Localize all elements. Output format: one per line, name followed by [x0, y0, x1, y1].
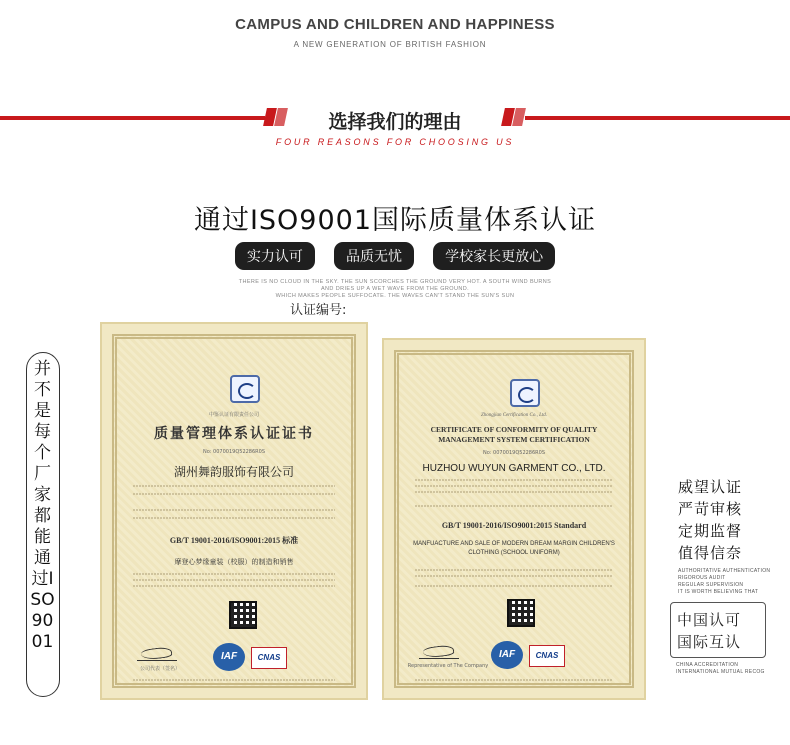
cert-logo-icon — [510, 379, 540, 407]
brand-title: CAMPUS AND CHILDREN AND HAPPINESS — [235, 16, 555, 33]
pill-quality: 品质无忧 — [334, 242, 414, 270]
accreditation-box — [670, 602, 766, 658]
trust-line: 严苛审核 — [678, 500, 743, 518]
cert-logo-icon — [230, 375, 260, 403]
trust-line: 值得信奈 — [678, 544, 743, 562]
trust-tiny-line: AUTHORITATIVE AUTHENTICATION — [678, 568, 771, 574]
cert-en-title-2: MANAGEMENT SYSTEM CERTIFICATION — [438, 435, 590, 444]
text-line — [133, 573, 335, 575]
cert-en-scope-1: MANFUACTURE AND SALE OF MODERN DREAM MARGIN CHILDREN'S — [413, 541, 615, 547]
pill-strength: 实力认可 — [235, 242, 315, 270]
section-heading — [0, 104, 790, 164]
text-line — [133, 585, 335, 587]
certificate-chinese — [100, 322, 368, 700]
trust-tiny-line: IT IS WORTH BELIEVING THAT — [678, 589, 759, 595]
feature-pills — [0, 242, 790, 270]
cert-cn-scope: 摩登心梦缘童装（校服）的制造和销售 — [174, 558, 294, 566]
section-title: 选择我们的理由 — [328, 111, 462, 133]
certificate-border — [394, 350, 634, 688]
certification-heading: 通过ISO9001国际质量体系认证 — [193, 205, 597, 236]
left-vertical-text: 并不是每个厂家都能通过ISO9001 — [30, 359, 55, 652]
iaf-logo-icon: IAF — [213, 643, 245, 671]
text-line — [415, 585, 613, 587]
certificate-english — [382, 338, 646, 700]
cert-number-label: 认证编号: — [290, 303, 347, 318]
text-line — [415, 679, 613, 681]
qr-code-icon — [229, 601, 257, 629]
cert-cn-number: No: 0070019Q52286R0S — [202, 449, 265, 455]
cert-cn-signatory: 公司代表（签名） — [139, 666, 180, 672]
qr-code-icon — [507, 599, 535, 627]
text-line — [415, 505, 613, 507]
trust-fine-print — [678, 568, 770, 596]
trust-tiny-line: REGULAR SUPERVISION — [678, 582, 744, 588]
trust-line: 定期监督 — [678, 522, 743, 540]
brand-subtitle: A NEW GENERATION OF BRITISH FASHION — [293, 40, 487, 49]
brand-header — [0, 16, 790, 49]
accreditation-line: 中国认可 — [677, 611, 742, 629]
cert-cn-company: 湖州舞韵服饰有限公司 — [173, 465, 294, 479]
text-line — [133, 579, 335, 581]
fine-print-line: WHICH MAKES PEOPLE SUFFOCATE. THE WAVES CAN'T STAND THE SUN'S SUN — [275, 293, 515, 299]
text-line — [415, 479, 613, 481]
cnas-logo-icon: CNAS — [529, 645, 565, 667]
trust-line: 威望认证 — [678, 478, 743, 496]
text-line — [133, 517, 335, 519]
cnas-logo-icon: CNAS — [251, 647, 287, 669]
cert-en-company: HUZHOU WUYUN GARMENT CO., LTD. — [422, 463, 606, 474]
text-line — [415, 485, 613, 487]
left-vertical-badge — [26, 352, 60, 697]
cert-cn-standard: GB/T 19001-2016/ISO9001:2015 标准 — [169, 536, 299, 545]
accreditation-fine-print: CHINA ACCREDITATION INTERNATIONAL MUTUAL RECOG — [676, 662, 765, 675]
iaf-logo-icon: IAF — [491, 641, 523, 669]
text-line — [133, 485, 335, 487]
fine-print-line: THERE IS NO CLOUD IN THE SKY. THE SUN SCORCHES THE GROUND VERY HOT. A SOUTH WIND BURNS — [238, 279, 552, 285]
signature-icon — [419, 643, 459, 659]
certificate-border — [112, 334, 356, 688]
section-subtitle: FOUR REASONS FOR CHOOSING US — [275, 137, 515, 147]
cert-en-title-1: CERTIFICATE OF CONFORMITY OF QUALITY — [430, 425, 598, 434]
text-line — [415, 491, 613, 493]
trust-tiny-line: RIGOROUS AUDIT — [678, 575, 726, 581]
cert-en-signatory: Representative of The Company — [407, 663, 489, 669]
pill-parents: 学校家长更放心 — [433, 242, 555, 270]
cert-cn-title: 质量管理体系认证证书 — [154, 426, 314, 442]
cert-en-standard: GB/T 19001-2016/ISO9001:2015 Standard — [441, 521, 587, 530]
cert-en-number: No: 0070019Q52286R0S — [482, 450, 545, 456]
text-line — [133, 679, 335, 681]
cert-en-org: Zhongjian Certification Co., Ltd. — [480, 413, 548, 418]
text-line — [415, 575, 613, 577]
accreditation-line: 国际互认 — [677, 633, 742, 651]
text-line — [133, 493, 335, 495]
fine-print-line: AND DRIES UP A WET WAVE FROM THE GROUND. — [320, 286, 470, 292]
text-line — [133, 509, 335, 511]
text-line — [415, 569, 613, 571]
signature-icon — [137, 645, 177, 661]
cert-en-scope-2: CLOTHING (SCHOOL UNIFORM) — [468, 550, 560, 556]
cert-cn-org: 中鉴认证有限责任公司 — [208, 412, 259, 418]
right-trust-panel — [678, 476, 770, 596]
